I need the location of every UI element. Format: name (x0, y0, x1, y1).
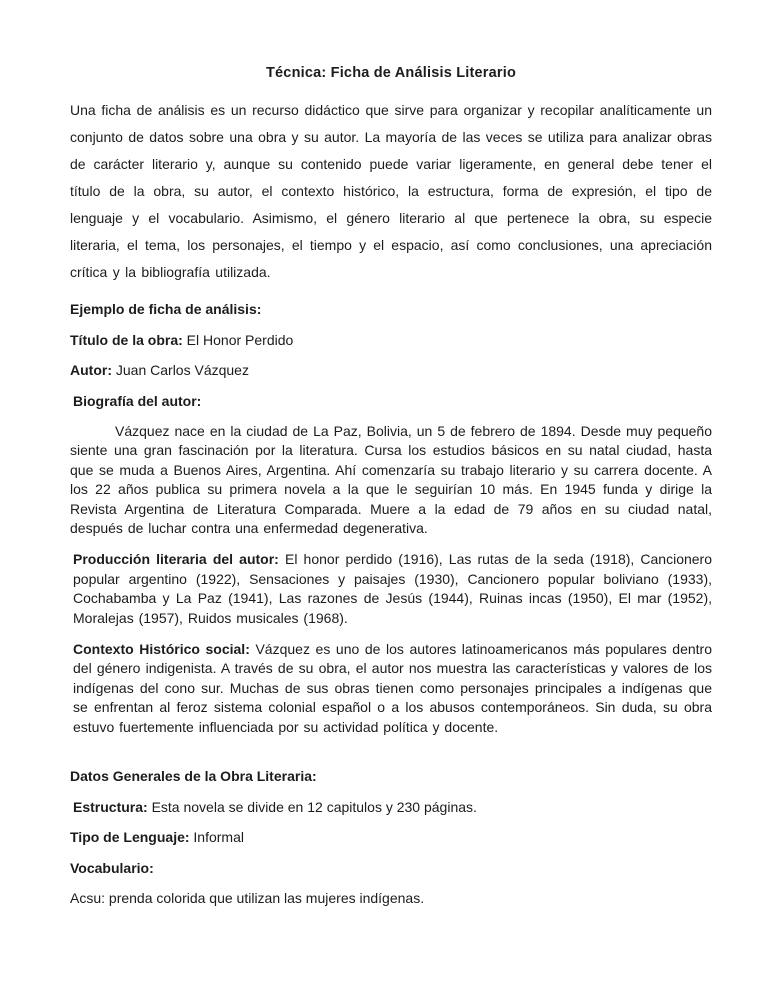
field-author (70, 361, 712, 380)
field-author-value: Juan Carlos Vázquez (115, 362, 249, 378)
context-paragraph (70, 640, 712, 737)
field-title-of-work (70, 331, 712, 350)
field-structure-label: Estructura: (73, 798, 148, 815)
intro-paragraph: Una ficha de análisis es un recurso didáctico que sirve para organizar y recopilar analíticamente un conjunto de datos sobre una obra y su autor. La mayoría de las veces se utiliza para analizar obras de carácter literario y, aunque su contenido puede variar ligeramente, en general debe tener el título de la obra, su autor, el contexto histórico, la estructura, forma de expresión, el tipo de lenguaje y el vocabulario. Asimismo, el género literario al que pertenece la obra, su especie literaria, el tema, los personajes, el tiempo y el espacio, así como conclusiones, una apreciación crítica y la bibliografía utilizada. (70, 102, 712, 280)
field-author-label: Autor: (70, 362, 112, 378)
vocabulary-heading: Vocabulario: (70, 859, 154, 876)
field-language-type-value: Informal (193, 829, 244, 846)
document-title: Técnica: Ficha de Análisis Literario (265, 65, 517, 81)
context-label: Contexto Histórico social: (73, 641, 250, 658)
field-title-label: Título de la obra: (70, 331, 183, 348)
production-label: Producción literaria del autor: (73, 551, 279, 568)
field-structure-value: Esta novela se divide en 12 capitulos y 230 páginas. (151, 798, 477, 815)
context-text: Vázquez es uno de los autores latinoamericanos más populares dentro del género indigenista. A través de su obra, el autor nos muestra las características y valores de los indígenas del cono sur. Muchas de sus obras tienen como personajes principales a indígenas que se enfrentan al feroz sistema colonial español o a los abusos contemporáneos. Sin duda, su obra estuvo fuertemente influenciada por su actividad política y docente. (73, 641, 713, 735)
general-data-heading: Datos Generales de la Obra Literaria: (70, 768, 317, 785)
field-language-type (70, 828, 712, 847)
production-text: El honor perdido (1916), Las rutas de la seda (1918), Cancionero popular argentino (1922), Sensaciones y paisajes (1930), Cancionero popular boliviano (1933), Cochabamba y La Paz (1941), Las razones de Jesús (1944), Ruinas incas (1950), El mar (1952), Moralejas (1957), Ruidos musicales (1968). (73, 551, 713, 626)
biography-heading: Biografía del autor: (73, 392, 202, 409)
field-structure (70, 798, 712, 817)
field-title-value: El Honor Perdido (186, 331, 294, 348)
production-paragraph (70, 550, 712, 628)
biography-paragraph: Vázquez nace en la ciudad de La Paz, Bolivia, un 5 de febrero de 1894. Desde muy pequeño siente una gran fascinación por la literatura. Cursa los estudios básicos en su natal ciudad, hasta que se muda a Buenos Aires, Argentina. Ahí comenzaría su trabajo literario y su carrera docente. A los 22 años publica su primera novela a la que le seguirían 10 más. En 1945 funda y dirige la Revista Argentina de Literatura Comparada. Muere a la edad de 79 años en su ciudad natal, después de luchar contra una enfermedad degenerativa. (70, 423, 712, 537)
field-language-type-label: Tipo de Lenguaje: (70, 829, 190, 846)
example-heading: Ejemplo de ficha de análisis: (70, 301, 262, 317)
vocabulary-entry: Acsu: prenda colorida que utilizan las mujeres indígenas. (70, 890, 425, 907)
